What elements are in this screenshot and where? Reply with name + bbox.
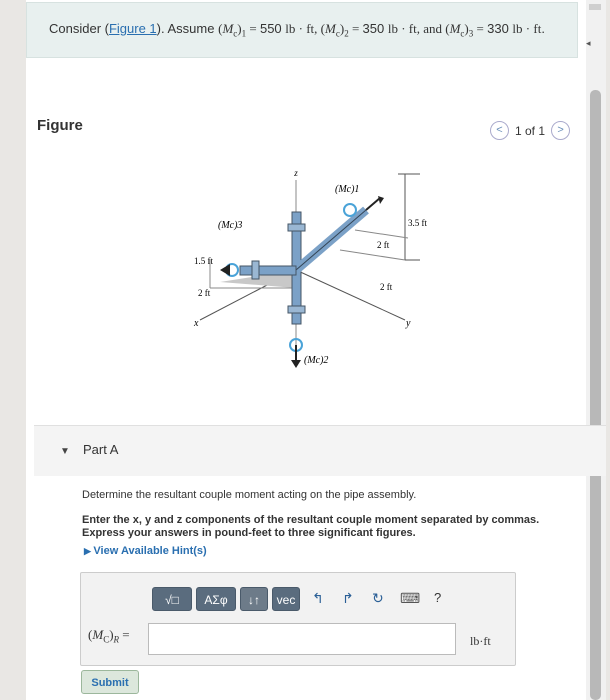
moment-2-label: (Mc)2 xyxy=(304,355,329,366)
prev-figure-button[interactable]: < xyxy=(490,121,509,140)
dimension-3-5ft-label: 3.5 ft xyxy=(408,218,427,228)
hint-triangle-icon: ▶ xyxy=(84,546,94,556)
figure-count: 1 of 1 xyxy=(515,123,546,138)
collapse-caret-icon[interactable]: ▼ xyxy=(60,446,70,457)
dimension-1-5ft-label: 1.5 ft xyxy=(194,256,213,266)
figure-heading: Figure xyxy=(37,117,83,134)
redo-icon[interactable]: ↱ xyxy=(342,590,354,606)
figure-link[interactable]: Figure 1 xyxy=(108,21,157,36)
hint-label: View Available Hint(s) xyxy=(93,545,207,557)
axis-y-label: y xyxy=(406,318,411,329)
submit-button[interactable]: Submit xyxy=(81,670,139,694)
problem-statement-bar xyxy=(26,2,578,58)
answer-label: $(M_C)_R$ = xyxy=(88,627,130,645)
scrollbar-thumb[interactable] xyxy=(590,90,601,700)
undo-icon[interactable]: ↰ xyxy=(312,590,324,606)
keyboard-icon[interactable]: ⌨ xyxy=(400,590,421,606)
moment-3-label: (Mc)3 xyxy=(218,220,243,231)
figure-pager xyxy=(490,121,570,140)
dimension-2ft-upper-label: 2 ft xyxy=(377,240,390,250)
subscript-superscript-button[interactable]: ↓↑ xyxy=(240,587,268,611)
dimension-2ft-left-label: 2 ft xyxy=(198,288,211,298)
axis-x-label: x xyxy=(194,318,199,329)
view-hints-link[interactable] xyxy=(84,545,207,557)
question-text: Determine the resultant couple moment acting on the pipe assembly. xyxy=(82,489,417,501)
unit-label: lb·ft xyxy=(470,634,491,648)
vector-button[interactable]: vec xyxy=(272,587,300,611)
answer-input[interactable] xyxy=(148,623,456,655)
reset-icon[interactable]: ↻ xyxy=(372,590,384,606)
pipe-assembly-diagram xyxy=(180,160,440,380)
help-icon[interactable]: ? xyxy=(434,590,442,605)
instruction-text: Enter the x, y and z components of the resultant couple moment separated by commas. Express your answers in pound-feet to three significant figures. xyxy=(82,514,540,539)
problem-text: Consider (Figure 1). Assume $(M_c)_1 = 550$ lb · ft, $(M_c)_2 = 350$ lb · ft, and $(M_c)_3 = 330$ lb · ft. xyxy=(49,21,545,39)
scroll-arrow-icon[interactable]: ◂ xyxy=(586,38,591,48)
templates-button[interactable]: √□ xyxy=(152,587,192,611)
dimension-2ft-lower-label: 2 ft xyxy=(380,282,393,292)
greek-symbols-button[interactable]: ΑΣφ xyxy=(196,587,236,611)
scrollbar-top-handle[interactable] xyxy=(589,4,601,10)
next-figure-button[interactable]: > xyxy=(551,121,570,140)
part-a-header[interactable] xyxy=(34,425,606,476)
axis-z-label: z xyxy=(294,168,298,178)
moment-1-label: (Mc)1 xyxy=(335,184,360,195)
part-a-label[interactable]: Part A xyxy=(83,442,119,457)
